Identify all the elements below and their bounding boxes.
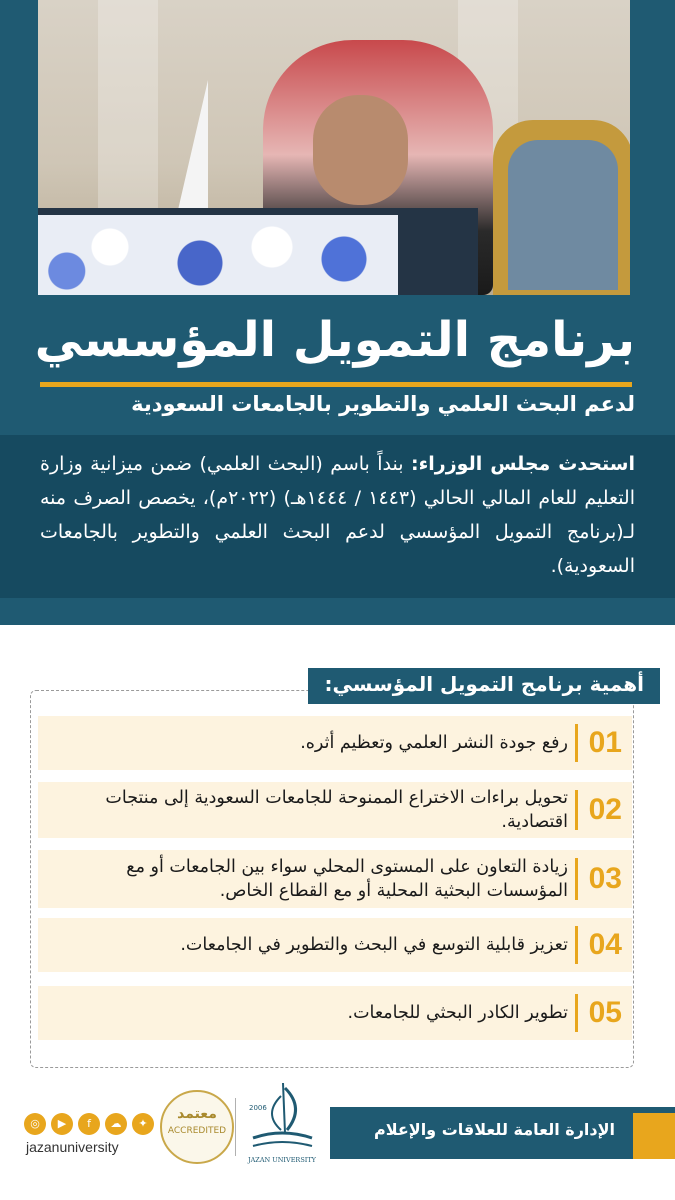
- accreditation-seal: [160, 1090, 234, 1164]
- footer-divider: [235, 1098, 236, 1156]
- social-handle: jazanuniversity: [26, 1139, 119, 1155]
- seal-english: ACCREDITED: [167, 1126, 227, 1136]
- importance-title: أهمية برنامج التمويل المؤسسي:: [308, 668, 660, 704]
- item-number: 03: [588, 862, 622, 895]
- page-subtitle: لدعم البحث العلمي والتطوير بالجامعات السعودية: [131, 392, 635, 416]
- flowers-shape: [38, 215, 398, 295]
- list-item: [38, 986, 632, 1040]
- hero-photo: [38, 0, 630, 295]
- item-text: زيادة التعاون على المستوى المحلي سواء بين الجامعات أو مع المؤسسات البحثية المحلية أو مع القطاع الخاص.: [126, 857, 568, 901]
- logo-text: JAZAN UNIVERSITY: [248, 1156, 316, 1164]
- social-links: [24, 1113, 154, 1135]
- item-divider: [575, 994, 578, 1032]
- twitter-icon[interactable]: ✦: [132, 1113, 154, 1135]
- page-title: برنامج التمويل المؤسسي: [34, 312, 635, 368]
- list-item: [38, 716, 632, 770]
- item-divider: [575, 926, 578, 964]
- item-text: تطوير الكادر البحثي للجامعات.: [347, 1003, 568, 1023]
- item-number: 05: [588, 996, 622, 1029]
- list-item: [38, 918, 632, 972]
- flag-shape: [178, 80, 208, 210]
- footer-banner: [330, 1107, 675, 1159]
- item-divider: [575, 858, 578, 900]
- seal-arabic: معتمد: [177, 1106, 217, 1122]
- list-item: [38, 782, 632, 838]
- item-number: 01: [588, 726, 622, 759]
- intro-text: بنداً باسم (البحث العلمي) ضمن ميزانية وزارة التعليم للعام المالي الحالي (١٤٤٣ / ١٤٤٤هـ) (٢٠٢٢م)، يخصص الصرف منه لـ(برنامج التمويل المؤسسي لدعم البحث العلمي والتطوير بالجامعات السعودية).: [40, 453, 635, 577]
- instagram-icon[interactable]: ◎: [24, 1113, 46, 1135]
- item-number: 02: [588, 793, 622, 826]
- intro-lead: استحدث مجلس الوزراء:: [410, 453, 635, 475]
- item-text: رفع جودة النشر العلمي وتعظيم أثره.: [300, 733, 568, 753]
- youtube-icon[interactable]: ▶: [51, 1113, 73, 1135]
- snapchat-icon[interactable]: ☁: [105, 1113, 127, 1135]
- intro-paragraph: [40, 447, 635, 583]
- list-item: [38, 850, 632, 908]
- title-underline: [40, 382, 632, 387]
- item-text: تعزيز قابلية التوسع في البحث والتطوير في الجامعات.: [180, 935, 568, 955]
- footer-accent: [633, 1113, 675, 1159]
- facebook-icon[interactable]: f: [78, 1113, 100, 1135]
- item-text: تحويل براءات الاختراع الممنوحة للجامعات السعودية إلى منتجات اقتصادية.: [105, 788, 568, 832]
- department-name: الإدارة العامة للعلاقات والإعلام: [373, 1120, 615, 1139]
- item-divider: [575, 790, 578, 830]
- item-number: 04: [588, 928, 622, 961]
- university-logo: [245, 1078, 320, 1168]
- logo-year: 2006: [249, 1104, 267, 1112]
- item-divider: [575, 724, 578, 762]
